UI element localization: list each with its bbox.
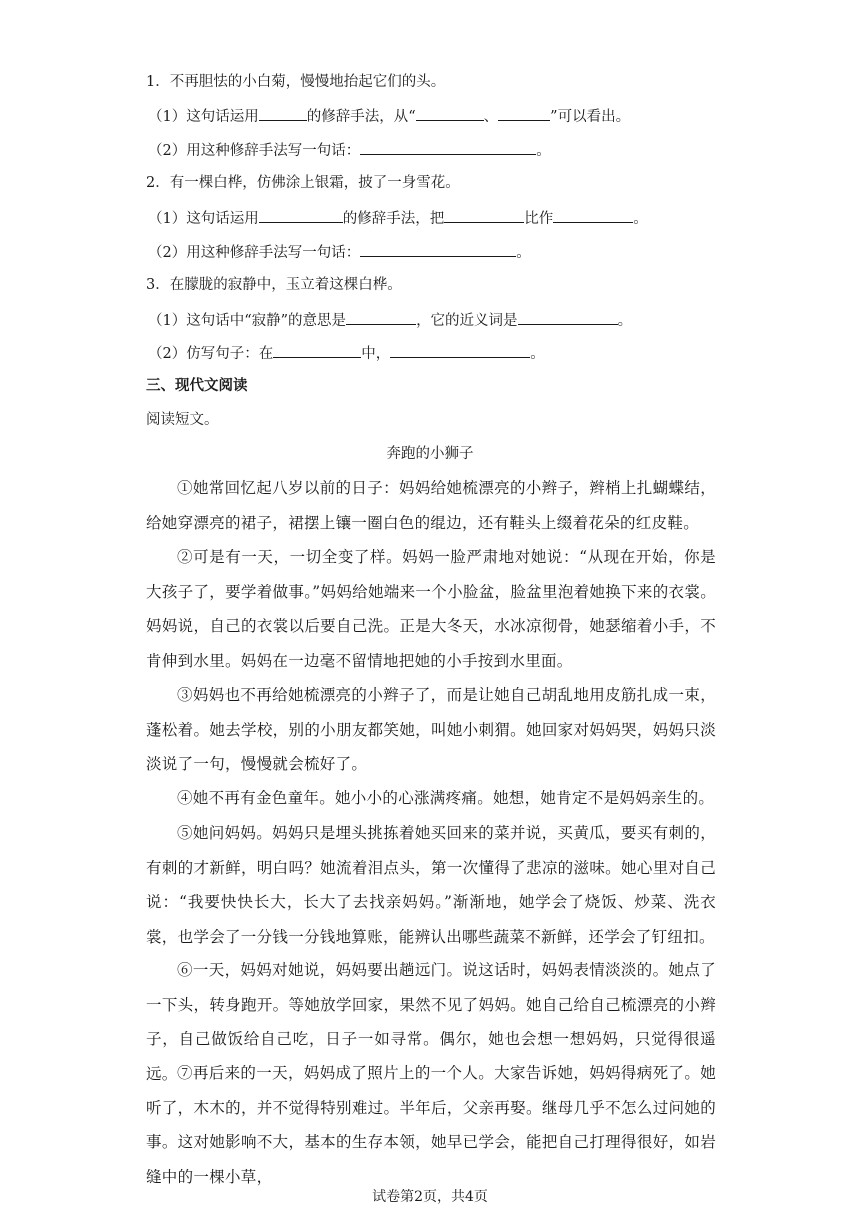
question-1-stem: 1．不再胆怯的小白菊，慢慢地抬起它们的头。 [146,74,446,90]
article-paragraph-6: ⑥一天，妈妈对她说，妈妈要出趟远门。说这话时，妈妈表情淡淡的。她点了一下头，转身跑开。等她放学回家，果然不见了妈妈。她自己给自己梳漂亮的小辫子，自己做饭给自己吃，日子一如寻常。偶尔，她也会想一想妈妈，只觉得很遥远。 [146,961,716,1083]
page-footer: 试卷第2页，共4页 [372,1189,488,1205]
text: （1）这句话运用 [148,211,259,227]
article-paragraph-3: ③妈妈也不再给她梳漂亮的小辫子了，而是让她自己胡乱地用皮筋扎成一束，蓬松着。她去学校，别的小朋友都笑她，叫她小刺猬。她回家对妈妈哭，妈妈只淡淡说了一句，慢慢就会梳好了。 [146,686,716,773]
answer-blank[interactable] [259,207,343,223]
section-instruction: 阅读短文。 [146,412,219,428]
question-2-stem: 2．有一棵白桦，仿佛涂上银霜，披了一身雪花。 [146,175,460,191]
text: 、 [483,109,499,125]
answer-blank[interactable] [498,105,550,121]
text: ”可以看出。 [550,109,631,125]
text: 。 [617,313,633,329]
question-3-part-2 [148,342,545,364]
question-2-part-1 [148,207,648,229]
text: 。 [633,211,648,227]
answer-blank[interactable] [390,342,530,358]
text: （1）这句话中“寂静”的意思是 [148,313,347,329]
answer-blank[interactable] [553,207,633,223]
question-3-stem: 3．在朦胧的寂静中，玉立着这棵白桦。 [146,277,402,293]
text: 。 [516,245,531,261]
article-paragraph-5: ⑤她问妈妈。妈妈只是埋头挑拣着她买回来的菜并说，买黄瓜，要买有刺的，有刺的才新鲜，明白吗？她流着泪点头，第一次懂得了悲凉的滋味。她心里对自己说：“我要快快长大，长大了去找亲妈妈。”渐渐地，她学会了烧饭、炒菜、洗衣裳，也学会了一分钱一分钱地算账，能辨认出哪些蔬菜不新鲜，还学会了钉纽扣。 [146,824,716,946]
article-title: 奔跑的小狮子 [386,446,474,462]
text: （2）用这种修辞手法写一句话： [148,245,361,261]
text: 。 [530,346,545,362]
answer-blank[interactable] [360,241,516,257]
text: 的修辞手法，把 [342,211,445,227]
question-1-part-1 [148,105,630,127]
question-3-part-1 [148,309,632,331]
text: （2）仿写句子：在 [148,346,274,362]
answer-blank[interactable] [273,342,361,358]
answer-blank[interactable] [416,105,484,121]
text: （1）这句话运用 [148,109,259,125]
question-1-part-2 [148,139,551,161]
article-paragraph-2: ②可是有一天，一切全变了样。妈妈一脸严肃地对她说：“从现在开始，你是大孩子了，要学着做事。”妈妈给她端来一个小脸盆，脸盆里泡着她换下来的衣裳。妈妈说，自己的衣裳以后要自己洗。正是大冬天，水冰凉彻骨，她瑟缩着小手，不肯伸到水里。妈妈在一边毫不留情地把她的小手按到水里面。 [146,548,716,670]
text: ，它的近义词是 [416,313,518,329]
text: 中， [361,346,391,362]
text: 。 [536,143,551,159]
question-2-part-2 [148,241,531,263]
answer-blank[interactable] [444,207,524,223]
answer-blank[interactable] [259,105,307,121]
text: 的修辞手法，从“ [306,109,416,125]
answer-blank[interactable] [346,309,416,325]
text: 比作 [524,211,554,227]
answer-blank[interactable] [360,139,536,155]
article-paragraph-4: ④她不再有金色童年。她小小的心涨满疼痛。她想，她肯定不是妈妈亲生的。 [177,789,715,807]
text: （2）用这种修辞手法写一句话： [148,143,361,159]
article-paragraph-7: ⑦再后来的一天，妈妈成了照片上的一个人。大家告诉她，妈妈得病死了。她听了，木木的，并不觉得特别难过。半年后，父亲再娶。继母几乎不怎么过问她的事。这对她影响不大，基本的生存本领，她早已学会，能把自己打理得很好，如岩缝中的一棵小草， [146,1064,716,1186]
section-heading: 三、现代文阅读 [146,378,248,394]
answer-blank[interactable] [518,309,618,325]
article-paragraph-1: ①她常回忆起八岁以前的日子：妈妈给她梳漂亮的小辫子，辫梢上扎蝴蝶结，给她穿漂亮的裙子，裙摆上镶一圈白色的绲边，还有鞋头上缀着花朵的红皮鞋。 [146,479,716,532]
